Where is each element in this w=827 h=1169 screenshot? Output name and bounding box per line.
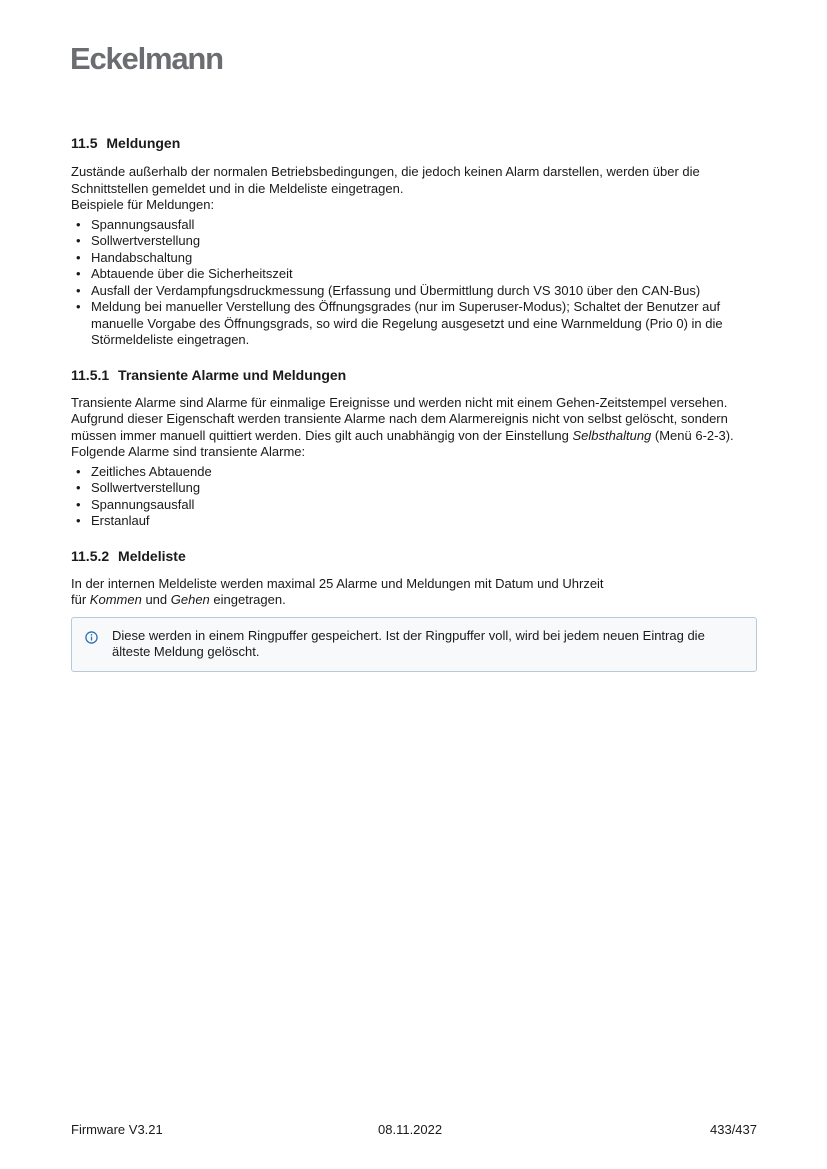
- info-text: Diese werden in einem Ringpuffer gespeichert. Ist der Ringpuffer voll, wird bei jedem neuen Eintrag die älteste Meldung gelöscht.: [112, 627, 705, 659]
- section-title: Meldungen: [106, 135, 181, 151]
- text-run: Transiente Alarme sind Alarme für einmalige Ereignisse und werden nicht mit einem Gehen-Zeitstempel versehen. Aufgrund dieser Eigenschaft werden transiente Alarme nach dem Alarmereignis nicht von selbst gelöscht, sondern müssen immer manuell quittiert werden. Dies gilt auch unabhängig von der Einstellung: [71, 394, 728, 443]
- text-run: eingetragen.: [209, 592, 286, 607]
- list-item: • Abtauende über die Sicherheitszeit: [71, 266, 757, 283]
- paragraph-meldeliste-2: [71, 592, 757, 609]
- emphasis-text: Kommen: [89, 592, 142, 607]
- info-box: [71, 617, 757, 672]
- emphasis-text: Gehen: [170, 592, 210, 607]
- section-number: 11.5.1: [71, 366, 110, 383]
- list-item: • Erstanlauf: [71, 513, 757, 530]
- list-item: • Handabschaltung: [71, 250, 757, 267]
- footer-firmware: Firmware V3.21: [71, 1122, 163, 1137]
- footer-date: 08.11.2022: [378, 1122, 443, 1137]
- section-heading-11-5-1: [71, 365, 757, 385]
- section-number: 11.5: [71, 135, 98, 151]
- section-title: Meldeliste: [118, 547, 186, 564]
- text-run: und: [141, 592, 171, 607]
- paragraph-meldeliste: In der internen Meldeliste werden maximal 25 Alarme und Meldungen mit Datum und Uhrzeit: [71, 575, 604, 591]
- section-heading-11-5: [71, 133, 757, 153]
- list-item: • Sollwertverstellung: [71, 233, 757, 250]
- page-content: [71, 133, 757, 672]
- list-item: • Spannungsausfall: [71, 497, 757, 514]
- list-item: • Spannungsausfall: [71, 217, 757, 234]
- page-footer: [71, 1122, 757, 1140]
- section-heading-11-5-2: [71, 546, 757, 566]
- section-number: 11.5.2: [71, 547, 110, 564]
- list-item: • Zeitliches Abtauende: [71, 464, 757, 481]
- examples-list: [71, 217, 757, 349]
- text-run: für: [71, 592, 90, 607]
- emphasis-text: Selbsthaltung: [572, 427, 652, 443]
- company-logo: Eckelmann: [70, 41, 223, 76]
- section-title: Transiente Alarme und Meldungen: [118, 366, 347, 383]
- footer-page-number: 433/437: [710, 1122, 757, 1137]
- list-item: • Meldung bei manueller Verstellung des Öffnungsgrades (nur im Superuser-Modus); Schaltet der Benutzer auf manuelle Vorgabe des Öffnungsgrads, so wird die Regelung ausgesetzt und eine Warnmeldung (Prio 0) in die Störmeldeliste eingetragen.: [71, 299, 757, 349]
- paragraph-transient: [71, 395, 757, 445]
- text-run: (Menü 6-2-3).: [651, 427, 734, 443]
- list-item: • Sollwertverstellung: [71, 480, 757, 497]
- info-icon: [85, 631, 98, 644]
- list-item: • Ausfall der Verdampfungsdruckmessung (Erfassung und Übermittlung durch VS 3010 über den CAN-Bus): [71, 283, 757, 300]
- paragraph-intro: Zustände außerhalb der normalen Betriebsbedingungen, die jedoch keinen Alarm darstellen, werden über die Schnittstellen gemeldet und in die Meldeliste eingetragen.: [71, 164, 700, 196]
- examples-label: Beispiele für Meldungen:: [71, 197, 215, 212]
- transient-list-label: Folgende Alarme sind transiente Alarme:: [71, 444, 306, 459]
- transient-list: [71, 464, 757, 530]
